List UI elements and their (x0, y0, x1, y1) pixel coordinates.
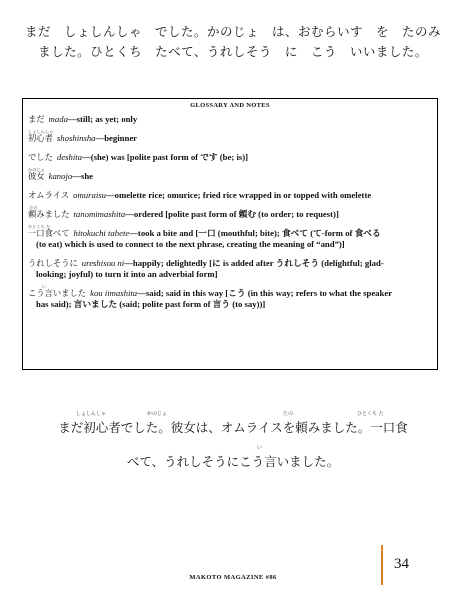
entry-term: 一口食べて (28, 228, 70, 238)
entry-term: オムライス (28, 190, 70, 200)
entry-definition: —beginner (95, 133, 138, 143)
entry-term: 彼女 (28, 171, 45, 181)
glossary-entry-shoshinsha (28, 129, 432, 144)
ruby-i: い (257, 445, 263, 451)
glossary-entry-hitokuchi-tabete (28, 224, 432, 250)
entry-furigana: ひとくち た (28, 224, 51, 229)
entry-continuation: looking; joyful) to turn it into an adverbial form] (36, 269, 218, 279)
glossary-entry-kanojo (28, 167, 432, 182)
glossary-entry-kou-iimashita (28, 284, 432, 310)
ruby-shoshinsha: しょしんしゃ (76, 411, 107, 417)
entry-term: 頼みました (28, 209, 70, 219)
glossary-entry-ureshisou-ni (28, 258, 432, 280)
entry-term: こう言いました (28, 288, 87, 298)
kana-text-line-1: まだ しょしんしゃ でした。かのじょ は、おむらいす を たのみ (24, 24, 441, 39)
kana-text-line-2: ました。ひとくち たべて、うれしそう に こう いいました。 (38, 44, 428, 59)
ruby-hitokuchi-ta: ひとくち た (357, 411, 384, 417)
entry-definition: —took a bite and [一口 (mouthful; bite); 食べて (て-form of 食べる (129, 228, 381, 238)
glossary-entry-mada (28, 114, 432, 125)
entry-reading: shoshinsha (56, 133, 96, 143)
entry-definition: —ordered [polite past form of 頼む (to order; to request)] (125, 209, 339, 219)
entry-furigana: しょしんしゃ (28, 129, 54, 134)
entry-furigana: い (42, 284, 47, 289)
entry-furigana: たの (29, 205, 38, 210)
entry-continuation: (to eat) which is used to connect to the next phrase, creating the meaning of “and”)] (36, 239, 345, 249)
entry-term: でした (28, 152, 53, 162)
magazine-footer: MAKOTO MAGAZINE #86 (189, 574, 277, 581)
entry-reading: ureshisou ni (81, 258, 125, 268)
entry-reading: omuraisu (73, 190, 106, 200)
page-number: 34 (394, 556, 409, 572)
entry-definition: —said; said in this way [こう (in this way; refers to what the speaker (137, 288, 393, 298)
final-sentence-line-1: まだ初心者でした。彼女は、オムライスを頼みました。一口食 (58, 420, 408, 435)
entry-definition: —happily; delightedly [に is added after うれしそう (delightful; glad- (124, 258, 384, 268)
entry-term: 初心者 (28, 133, 53, 143)
entry-term: まだ (28, 114, 45, 124)
entry-definition: —still; as yet; only (67, 114, 138, 124)
entry-continuation: has said); 言いました (said; polite past form of 言う (to say))] (36, 299, 266, 309)
entry-reading: hitokuchi tabete (73, 228, 130, 238)
glossary-box (22, 98, 438, 370)
entry-reading: mada (48, 114, 68, 124)
entry-term: うれしそうに (28, 258, 78, 268)
ruby-kanojo: かのじょ (147, 411, 168, 417)
entry-definition: —(she) was [polite past form of です (be; is)] (82, 152, 249, 162)
glossary-title: GLOSSARY AND NOTES (190, 102, 270, 109)
entry-reading: deshita (56, 152, 83, 162)
entry-furigana: かのじょ (28, 167, 45, 172)
entry-reading: tanomimashita (73, 209, 126, 219)
glossary-entry-deshita (28, 152, 432, 163)
ruby-tano: たの (283, 411, 294, 417)
final-sentence-line-2: べて、うれしそうにこう言いました。 (126, 454, 340, 469)
glossary-entry-tanomimashita (28, 205, 432, 220)
entry-reading: kanojo (48, 171, 73, 181)
glossary-entry-omuraisu (28, 190, 432, 201)
entry-reading: kou iimashita (90, 288, 138, 298)
entry-definition: —omelette rice; omurice; fried rice wrapped in or topped with omelette (105, 190, 372, 200)
entry-definition: —she (72, 171, 94, 181)
